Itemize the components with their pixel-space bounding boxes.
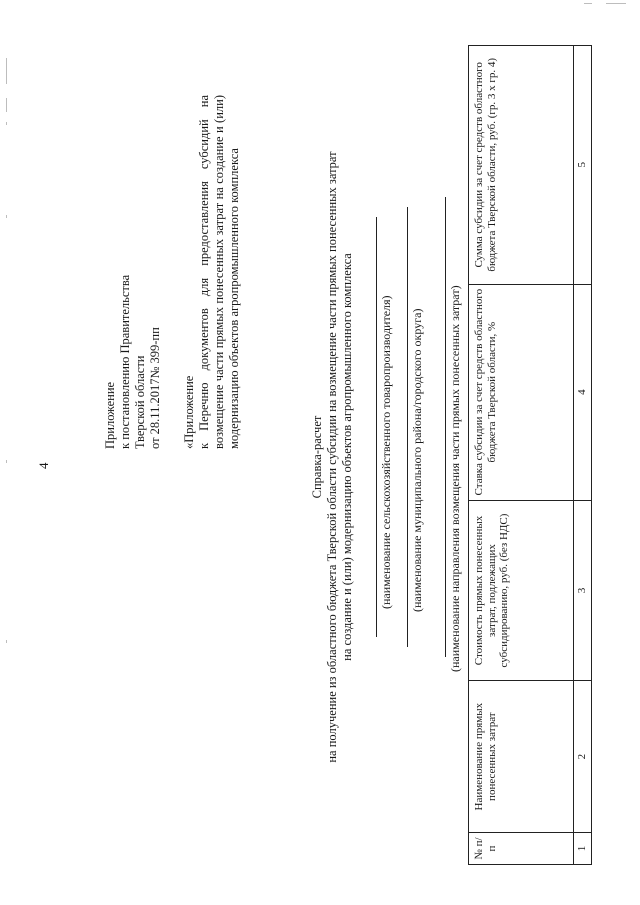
scan-mark	[606, 3, 626, 4]
scan-mark	[6, 122, 7, 125]
column-number-cell: 5	[574, 46, 592, 285]
approval-line: Приложение	[103, 381, 117, 449]
appendix-reference-block	[182, 95, 242, 449]
approval-line: к постановлению Правительства	[118, 274, 132, 449]
document-subtitle-line: на получение из областного бюджета Тверской области субсидии на возмещение части прямых понесенных затрат	[325, 151, 339, 763]
page-number: 4	[36, 462, 51, 469]
table-header-cell: № п/п	[469, 833, 574, 865]
document-title: Справка-расчет	[310, 415, 324, 499]
rotated-document-page	[8, 17, 628, 897]
scan-mark	[584, 3, 592, 4]
scan-mark	[6, 215, 7, 218]
appendix-body: к Перечню документов для предоставления субсидий на возмещение части прямых понесенных затрат на создание и (или) модернизацию объектов агропромышленного комплекса	[197, 95, 241, 449]
scan-mark	[6, 58, 7, 84]
column-number-cell: 4	[574, 284, 592, 500]
direction-fill-line	[445, 197, 446, 657]
approval-block	[103, 109, 163, 449]
scan-mark	[6, 640, 7, 643]
table-header-row	[469, 46, 574, 865]
appendix-title: «Приложение	[182, 375, 196, 449]
document-subtitle-line: на создание и (или) модернизацию объектов агропромышленного комплекса	[340, 253, 354, 661]
column-number-cell: 2	[574, 681, 592, 833]
table-header-cell: Ставка субсидии за счет средств областного бюджета Тверской области, %	[469, 284, 574, 500]
direction-caption: (наименование направления возмещения части прямых понесенных затрат)	[448, 285, 462, 672]
scan-mark	[6, 460, 7, 463]
table-row	[574, 46, 592, 865]
district-fill-line	[407, 207, 408, 647]
table-header-cell: Стоимость прямых понесенных затрат, подлежащих субсидированию, руб. (без НДС)	[469, 500, 574, 681]
scan-mark	[6, 98, 7, 112]
producer-fill-line	[376, 217, 377, 637]
table-header-cell: Наименование прямых понесенных затрат	[469, 681, 574, 833]
table-header-cell: Сумма субсидии за счет средств областного бюджета Тверской области, руб. (гр. 3 х гр. 4)	[469, 46, 574, 285]
calculation-table	[468, 45, 592, 865]
column-number-cell: 1	[574, 833, 592, 865]
district-caption: (наименование муниципального района/городского округа)	[410, 308, 424, 612]
approval-date-line: от 28.11.2017№ 399-пп	[148, 327, 162, 449]
approval-line: Тверской области	[133, 355, 147, 449]
column-number-cell: 3	[574, 500, 592, 681]
producer-caption: (наименование сельскохозяйственного товаропроизводителя)	[379, 295, 393, 609]
